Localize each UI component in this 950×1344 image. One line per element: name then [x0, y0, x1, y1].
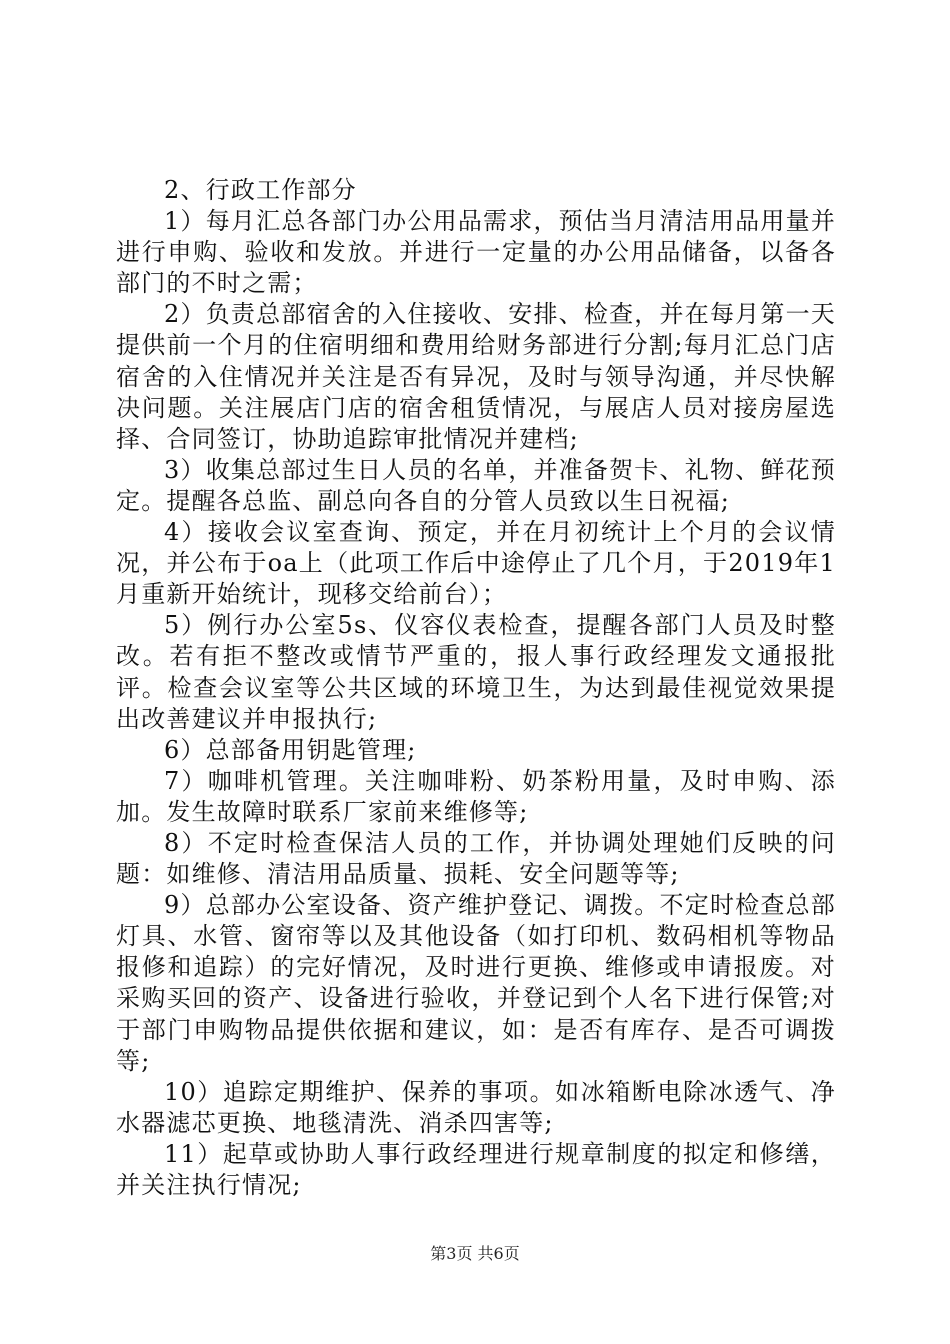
paragraph-6: 6）总部备用钥匙管理;: [164, 735, 417, 764]
paragraph-7: 7）咖啡机管理。关注咖啡粉、奶茶粉用量，及时申购、添加。发生故障时联系厂家前来维修等;: [116, 766, 836, 826]
paragraph-2: 2）负责总部宿舍的入住接收、安排、检查，并在每月第一天提供前一个月的住宿明细和费用给财务部进行分割;每月汇总门店宿舍的入住情况并关注是否有异况，及时与领导沟通，并尽快解决问题。关注展店门店的宿舍租赁情况，与展店人员对接房屋选择、合同签订，协助追踪审批情况并建档;: [116, 300, 836, 453]
paragraph-3: 3）收集总部过生日人员的名单，并准备贺卡、礼物、鲜花预定。提醒各总监、副总向各自的分管人员致以生日祝福;: [116, 455, 836, 515]
paragraph-9: 9）总部办公室设备、资产维护登记、调拨。不定时检查总部灯具、水管、窗帘等以及其他设备（如打印机、数码相机等物品报修和追踪）的完好情况，及时进行更换、维修或申请报废。对采购买回的资产、设备进行验收，并登记到个人名下进行保管;对于部门申购物品提供依据和建议，如：是否有库存、是否可调拨等;: [116, 891, 836, 1075]
paragraph-11: 11）起草或协助人事行政经理进行规章制度的拟定和修缮，并关注执行情况;: [116, 1139, 836, 1199]
paragraph-10: 10）追踪定期维护、保养的事项。如冰箱断电除冰透气、净水器滤芯更换、地毯清洗、消杀四害等;: [116, 1077, 836, 1137]
paragraph-8: 8）不定时检查保洁人员的工作，并协调处理她们反映的问题：如维修、清洁用品质量、损耗、安全问题等等;: [116, 828, 836, 889]
document-body: [116, 175, 836, 1201]
paragraph-1: 1）每月汇总各部门办公用品需求，预估当月清洁用品用量并进行申购、验收和发放。并进行一定量的办公用品储备，以备各部门的不时之需；: [116, 207, 836, 298]
paragraph-5: 5）例行办公室5s、仪容仪表检查，提醒各部门人员及时整改。若有拒不整改或情节严重的，报人事行政经理发文通报批评。检查会议室等公共区域的环境卫生，为达到最佳视觉效果提出改善建议并申报执行;: [116, 611, 836, 733]
section-heading: 2、行政工作部分: [164, 176, 357, 204]
page-number-footer: 第3页 共6页: [430, 1244, 520, 1263]
paragraph-4: 4）接收会议室查询、预定，并在月初统计上个月的会议情况，并公布于oa上（此项工作后中途停止了几个月，于2019年1月重新开始统计，现移交给前台）；: [116, 518, 836, 609]
